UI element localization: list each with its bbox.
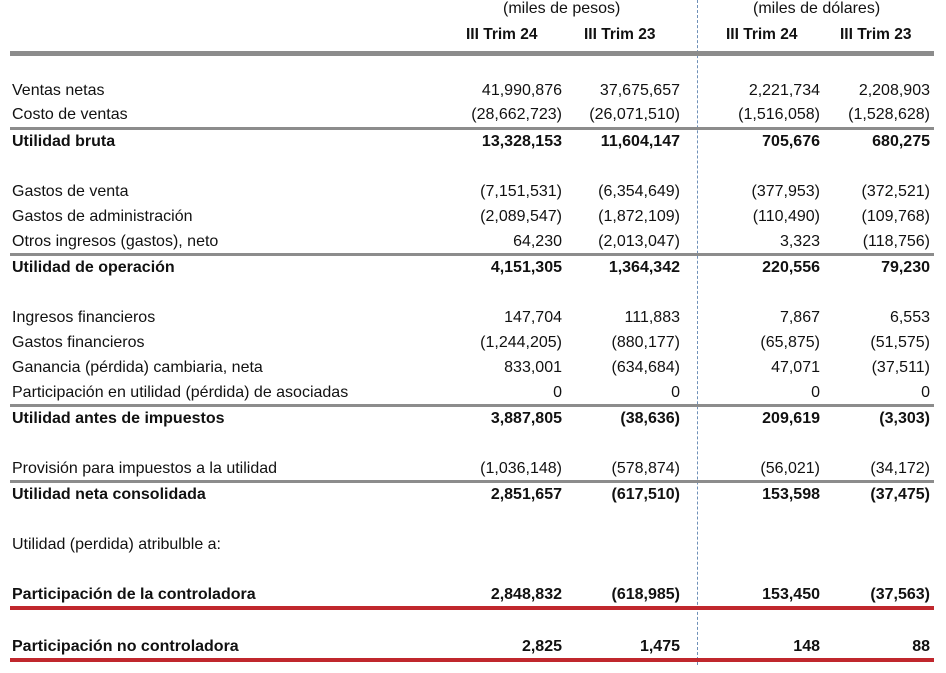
- value-usd-2023: (109,768): [861, 208, 930, 225]
- row-utilidad-antes-de-impuestos: [12, 408, 934, 432]
- value-pesos-2024: (7,151,531): [480, 183, 562, 200]
- row-ganancia-cambiaria: [12, 357, 934, 381]
- value-pesos-2024: 0: [553, 384, 562, 401]
- value-usd-2023: 680,275: [872, 133, 930, 150]
- subtotal-rule: [10, 127, 934, 130]
- row-provision-impuestos: [12, 458, 934, 482]
- value-usd-2024: (377,953): [751, 183, 820, 200]
- value-pesos-2023: (634,684): [611, 359, 680, 376]
- row-gastos-financieros: [12, 332, 934, 356]
- row-utilidad-neta-consolidada: [12, 484, 934, 508]
- row-costo-de-ventas: [12, 104, 934, 128]
- value-usd-2024: 153,598: [762, 486, 820, 503]
- row-ingresos-financieros: [12, 307, 934, 331]
- value-usd-2024: (110,490): [752, 208, 820, 225]
- value-pesos-2023: 0: [671, 384, 680, 401]
- subtotal-rule: [10, 253, 934, 256]
- row-participacion-asociadas: [12, 382, 934, 406]
- value-usd-2023: (34,172): [870, 460, 930, 477]
- value-pesos-2024: 2,851,657: [490, 486, 562, 503]
- row-label: Costo de ventas: [12, 106, 128, 123]
- value-pesos-2023: 11,604,147: [600, 133, 680, 150]
- row-gastos-de-venta: [12, 181, 934, 205]
- value-pesos-2023: 37,675,657: [599, 82, 680, 99]
- value-usd-2023: 88: [912, 638, 930, 655]
- value-usd-2024: 220,556: [762, 259, 820, 276]
- value-pesos-2024: (2,089,547): [480, 208, 562, 225]
- value-pesos-2024: (28,662,723): [471, 106, 562, 123]
- row-label: Gastos de venta: [12, 183, 129, 200]
- row-label: Utilidad neta consolidada: [12, 486, 206, 503]
- value-pesos-2023: (618,985): [611, 586, 680, 603]
- value-usd-2024: (65,875): [760, 334, 820, 351]
- row-label: Utilidad antes de impuestos: [12, 410, 225, 427]
- value-usd-2024: 3,323: [779, 233, 820, 250]
- value-pesos-2024: (1,244,205): [480, 334, 562, 351]
- value-pesos-2024: 2,825: [521, 638, 562, 655]
- value-pesos-2023: (26,071,510): [589, 106, 680, 123]
- row-label: Otros ingresos (gastos), neto: [12, 233, 219, 250]
- total-rule-red: [10, 658, 934, 662]
- value-pesos-2024: 2,848,832: [490, 586, 562, 603]
- value-usd-2023: (37,563): [870, 586, 930, 603]
- value-usd-2024: (1,516,058): [738, 106, 820, 123]
- row-label: Participación en utilidad (pérdida) de asociadas: [12, 384, 349, 401]
- value-pesos-2023: 1,475: [639, 638, 680, 655]
- row-atribuible-a: [12, 534, 934, 558]
- value-pesos-2024: 4,151,305: [490, 259, 562, 276]
- value-pesos-2023: 111,883: [624, 309, 680, 326]
- value-pesos-2023: (880,177): [611, 334, 680, 351]
- value-usd-2023: (118,756): [862, 233, 930, 250]
- value-usd-2024: 153,450: [762, 586, 820, 603]
- value-usd-2024: 7,867: [779, 309, 820, 326]
- row-label: Utilidad de operación: [12, 259, 175, 276]
- value-pesos-2024: 41,990,876: [481, 82, 562, 99]
- column-header-usd-2024: III Trim 24: [726, 26, 798, 43]
- group-header-pesos: (miles de pesos): [503, 0, 621, 17]
- row-ventas-netas: [12, 80, 934, 104]
- row-gastos-de-administracion: [12, 206, 934, 230]
- value-usd-2024: 209,619: [762, 410, 820, 427]
- value-usd-2023: 2,208,903: [858, 82, 930, 99]
- header-rule: [10, 51, 934, 56]
- value-usd-2023: (37,511): [871, 359, 930, 376]
- row-label: Gastos financieros: [12, 334, 145, 351]
- column-header-pesos-2023: III Trim 23: [584, 26, 656, 43]
- row-participacion-controladora: [12, 584, 934, 608]
- value-usd-2023: (3,303): [879, 410, 930, 427]
- value-usd-2024: 47,071: [771, 359, 820, 376]
- value-pesos-2024: (1,036,148): [480, 460, 562, 477]
- value-pesos-2023: (6,354,649): [598, 183, 680, 200]
- row-label: Participación de la controladora: [12, 586, 256, 603]
- row-otros-ingresos: [12, 231, 934, 255]
- value-usd-2024: (56,021): [760, 460, 820, 477]
- row-label: Utilidad bruta: [12, 133, 116, 150]
- row-utilidad-de-operacion: [12, 257, 934, 281]
- value-usd-2024: 148: [793, 638, 820, 655]
- row-utilidad-bruta: [12, 131, 934, 155]
- value-pesos-2024: 147,704: [504, 309, 562, 326]
- row-label: Ventas netas: [12, 82, 105, 99]
- value-usd-2023: (1,528,628): [848, 106, 930, 123]
- value-pesos-2023: (38,636): [620, 410, 680, 427]
- value-pesos-2023: (617,510): [611, 486, 680, 503]
- value-pesos-2024: 3,887,805: [490, 410, 562, 427]
- value-pesos-2024: 833,001: [504, 359, 562, 376]
- value-usd-2023: 6,553: [889, 309, 930, 326]
- value-usd-2023: (51,575): [870, 334, 930, 351]
- value-usd-2023: 0: [921, 384, 930, 401]
- row-label: Participación no controladora: [12, 638, 239, 655]
- value-pesos-2024: 64,230: [513, 233, 562, 250]
- column-header-usd-2023: III Trim 23: [840, 26, 912, 43]
- row-label: Ganancia (pérdida) cambiaria, neta: [12, 359, 263, 376]
- total-rule-red: [10, 606, 934, 610]
- subtotal-rule: [10, 404, 934, 407]
- value-usd-2023: (372,521): [861, 183, 930, 200]
- row-label: Utilidad (perdida) atribulble a:: [12, 536, 221, 553]
- row-participacion-no-controladora: [12, 636, 934, 660]
- value-pesos-2023: 1,364,342: [608, 259, 680, 276]
- value-pesos-2023: (1,872,109): [598, 208, 680, 225]
- value-usd-2024: 0: [811, 384, 820, 401]
- row-label: Provisión para impuestos a la utilidad: [12, 460, 278, 477]
- value-usd-2023: 79,230: [881, 259, 930, 276]
- column-header-pesos-2024: III Trim 24: [466, 26, 538, 43]
- value-usd-2024: 705,676: [762, 133, 820, 150]
- value-pesos-2024: 13,328,153: [481, 133, 562, 150]
- subtotal-rule: [10, 480, 934, 483]
- group-header-dolares: (miles de dólares): [753, 0, 881, 17]
- value-pesos-2023: (2,013,047): [598, 233, 680, 250]
- row-label: Gastos de administración: [12, 208, 193, 225]
- value-usd-2023: (37,475): [870, 486, 930, 503]
- row-label: Ingresos financieros: [12, 309, 156, 326]
- value-pesos-2023: (578,874): [611, 460, 680, 477]
- value-usd-2024: 2,221,734: [748, 82, 820, 99]
